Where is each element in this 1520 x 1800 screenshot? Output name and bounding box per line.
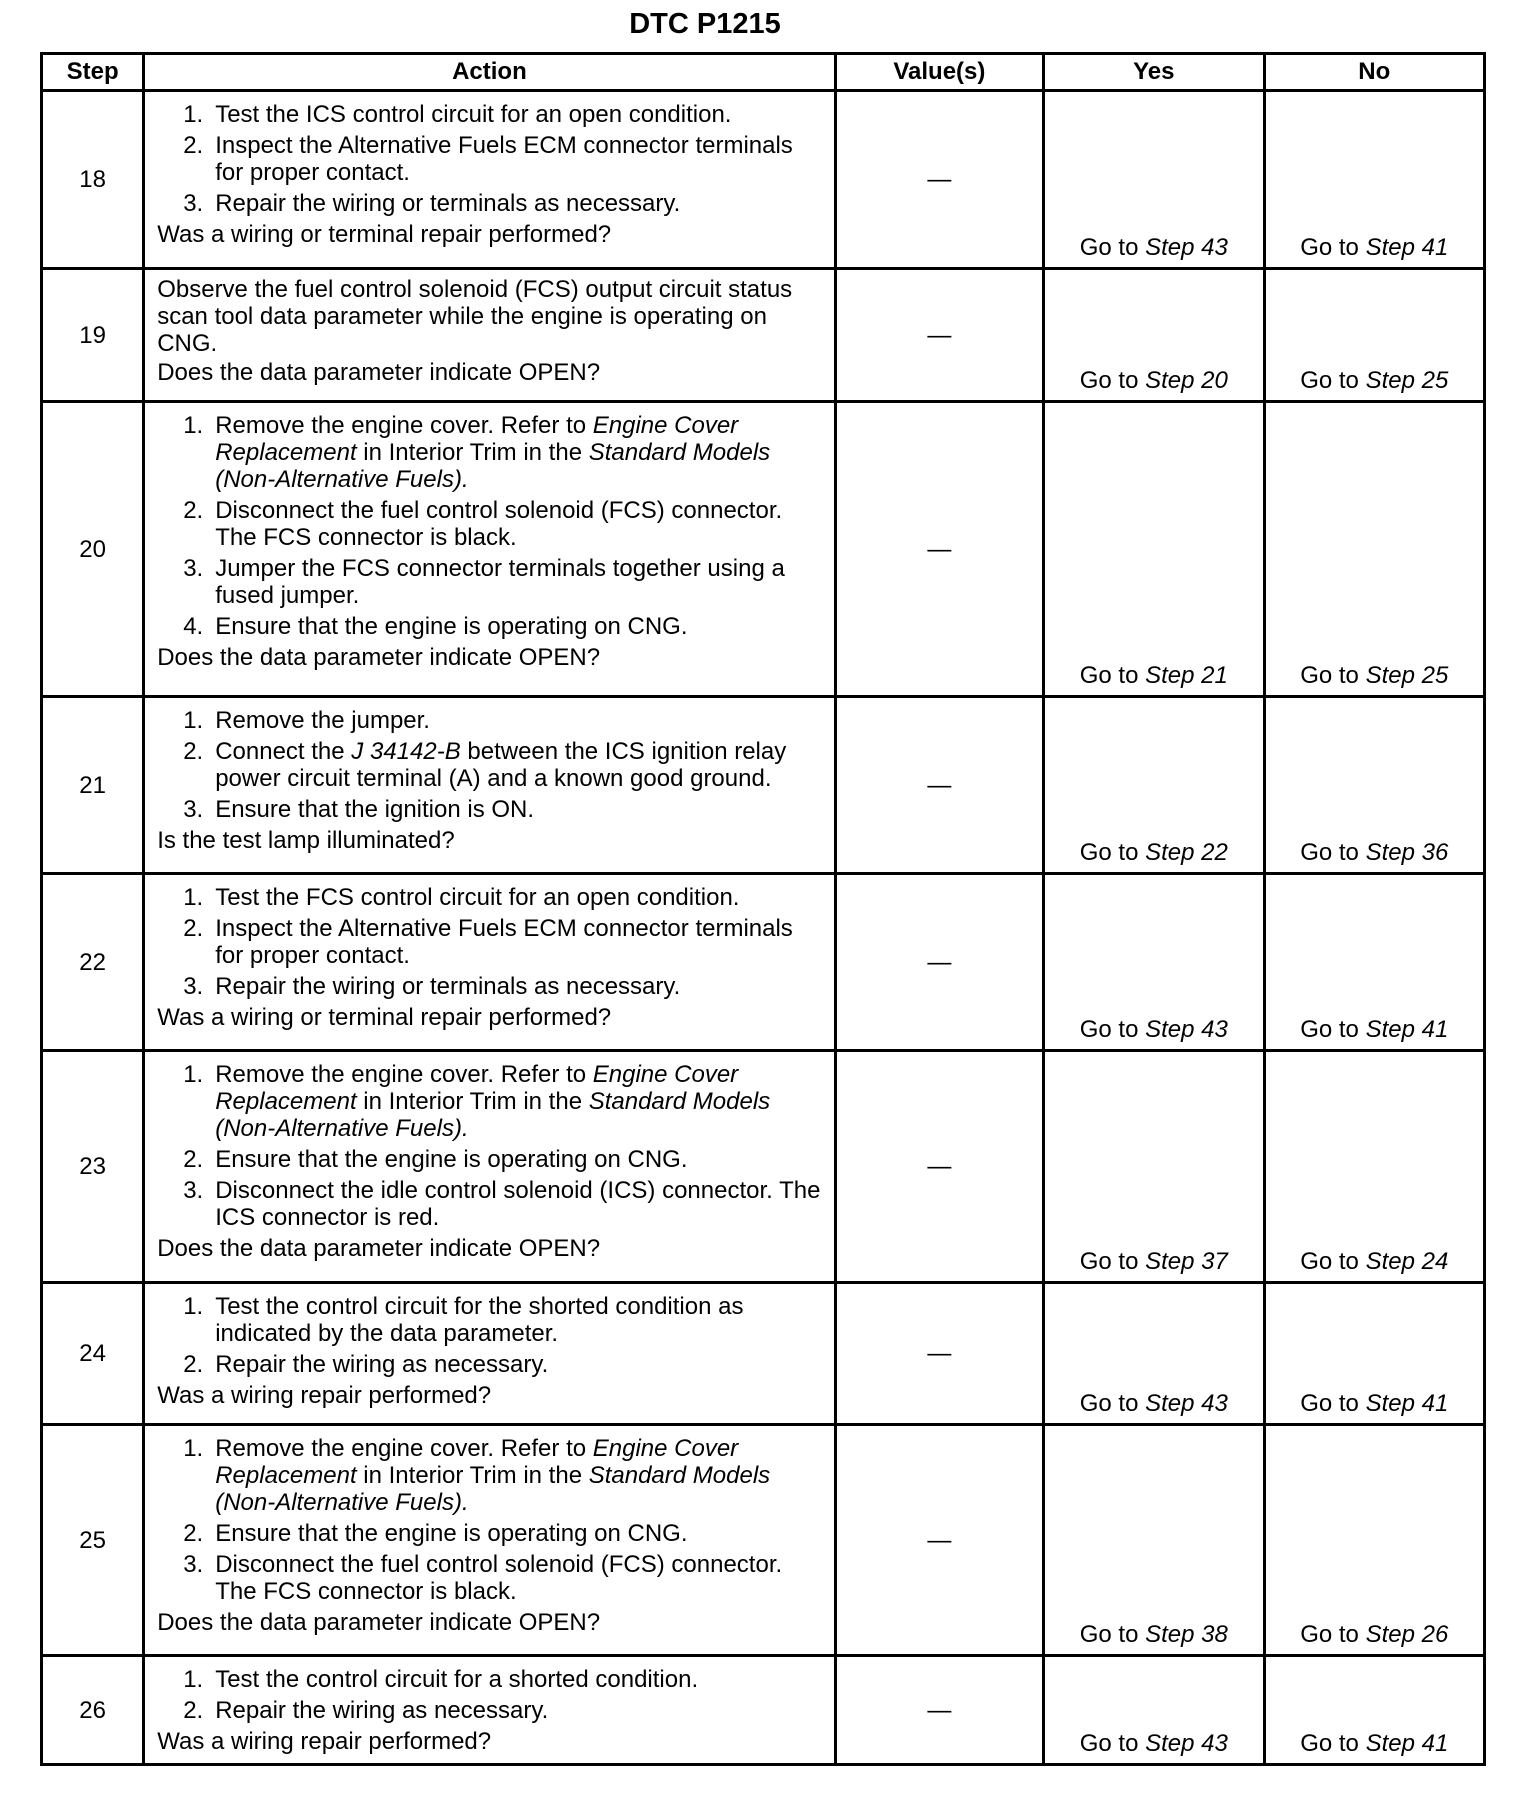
action-item: [157, 1697, 823, 1724]
item-text-part: Disconnect the fuel control solenoid (FCS) connector. The FCS connector is black.: [215, 497, 783, 551]
yes-cell: [1044, 402, 1264, 697]
item-text-part: Repair the wiring or terminals as necessary.: [215, 973, 681, 1000]
action-question: Was a wiring repair performed?: [157, 1728, 492, 1755]
action-question: Is the test lamp illuminated?: [157, 827, 455, 854]
item-text-part: between the ICS ignition relay power circuit terminal (A) and a known good ground.: [215, 738, 787, 792]
no-step-link[interactable]: Step 25: [1365, 367, 1449, 394]
item-number: 1.: [183, 101, 204, 128]
item-number: 2.: [183, 132, 204, 159]
no-step-link[interactable]: Step 41: [1365, 1390, 1449, 1417]
item-number: 3.: [183, 1551, 204, 1578]
item-text-part: Connect the: [215, 738, 352, 765]
header-no: No: [1264, 54, 1484, 91]
action-cell: [144, 697, 835, 874]
action-question: Does the data parameter indicate OPEN?: [157, 1609, 601, 1636]
item-text: [215, 1177, 823, 1231]
step-number: 23: [42, 1051, 144, 1283]
item-text: [215, 1351, 823, 1378]
table-header-row: [42, 54, 1485, 91]
yes-step-link[interactable]: Step 37: [1145, 1248, 1228, 1275]
item-text: [215, 1146, 823, 1173]
action-item: [157, 412, 823, 493]
item-text: [215, 1666, 823, 1693]
action-question: Was a wiring or terminal repair performed?: [157, 221, 612, 248]
item-text: [215, 1697, 823, 1724]
item-text: [215, 915, 823, 969]
action-cell: [144, 1051, 835, 1283]
item-text-part: Ensure that the engine is operating on CNG.: [215, 1520, 688, 1547]
item-text: [215, 1061, 823, 1142]
value-cell: —: [835, 697, 1043, 874]
goto-label: Go to: [1079, 1390, 1139, 1417]
item-text-italic: Engine Cover Replacement: [215, 412, 739, 466]
item-text-part: Disconnect the fuel control solenoid (FCS) connector. The FCS connector is black.: [215, 1551, 783, 1605]
goto-label: Go to: [1300, 1621, 1359, 1648]
item-number: 2.: [183, 738, 204, 765]
yes-cell: [1044, 269, 1264, 402]
action-cell: [144, 1656, 835, 1765]
item-text-part: Inspect the Alternative Fuels ECM connector terminals for proper contact.: [215, 915, 793, 969]
item-text-part: in Interior Trim in the: [356, 439, 589, 466]
action-item: [157, 738, 823, 792]
table-row: [42, 697, 1485, 874]
no-step-link[interactable]: Step 41: [1365, 1016, 1449, 1043]
item-text-italic: Standard Models (Non-Alternative Fuels).: [215, 439, 771, 493]
item-number: 1.: [183, 1293, 204, 1320]
item-text-part: Repair the wiring as necessary.: [215, 1697, 549, 1724]
item-text: [215, 796, 823, 823]
table-row: [42, 874, 1485, 1051]
item-text: [215, 132, 823, 186]
item-text: [215, 497, 823, 551]
item-number: 3.: [183, 796, 204, 823]
yes-step-link[interactable]: Step 43: [1145, 234, 1228, 261]
no-step-link[interactable]: Step 26: [1365, 1621, 1449, 1648]
table-row: [42, 269, 1485, 402]
value-cell: —: [835, 1425, 1043, 1656]
step-number: 18: [42, 91, 144, 269]
item-text: [215, 613, 823, 640]
goto-label: Go to: [1300, 234, 1359, 261]
yes-cell: [1044, 874, 1264, 1051]
header-step: Step: [42, 54, 144, 91]
no-cell: [1264, 402, 1484, 697]
action-item: [157, 613, 823, 640]
value-cell: —: [835, 269, 1043, 402]
action-item: [157, 1520, 823, 1547]
action-item: [157, 132, 823, 186]
item-text-part: Ensure that the engine is operating on CNG.: [215, 1146, 688, 1173]
no-cell: [1264, 874, 1484, 1051]
no-step-link[interactable]: Step 41: [1365, 1730, 1449, 1757]
yes-cell: [1044, 91, 1264, 269]
action-item: [157, 190, 823, 217]
yes-cell: [1044, 697, 1264, 874]
table-row: [42, 1051, 1485, 1283]
item-text-part: Repair the wiring as necessary.: [215, 1351, 549, 1378]
item-text-part: Remove the engine cover. Refer to: [215, 1435, 593, 1462]
value-cell: —: [835, 874, 1043, 1051]
yes-step-link[interactable]: Step 20: [1145, 367, 1228, 394]
item-text: [215, 884, 823, 911]
item-text-italic: Standard Models (Non-Alternative Fuels).: [215, 1462, 771, 1516]
item-text-part: Test the FCS control circuit for an open condition.: [215, 884, 740, 911]
item-number: 2.: [183, 497, 204, 524]
action-question: Was a wiring repair performed?: [157, 1382, 492, 1409]
action-item: [157, 1061, 823, 1142]
step-number: 19: [42, 269, 144, 402]
action-cell: [144, 91, 835, 269]
item-number: 1.: [183, 884, 204, 911]
table-row: [42, 1425, 1485, 1656]
action-cell: [144, 269, 835, 402]
table-row: [42, 1283, 1485, 1425]
action-item: [157, 1435, 823, 1516]
no-step-link[interactable]: Step 41: [1365, 234, 1449, 261]
item-number: 2.: [183, 1146, 204, 1173]
action-question: Was a wiring or terminal repair performed?: [157, 1004, 612, 1031]
table-row: [42, 1656, 1485, 1765]
no-cell: [1264, 1051, 1484, 1283]
action-item: [157, 707, 823, 734]
item-text-part: Test the ICS control circuit for an open condition.: [215, 101, 732, 128]
no-cell: [1264, 91, 1484, 269]
no-cell: [1264, 697, 1484, 874]
action-intro: Observe the fuel control solenoid (FCS) output circuit status scan tool data parameter while the engine is operating on CNG.: [157, 276, 793, 357]
yes-step-link[interactable]: Step 22: [1145, 839, 1228, 866]
yes-cell: [1044, 1283, 1264, 1425]
item-text-part: in Interior Trim in the: [356, 1462, 589, 1489]
item-text: [215, 1520, 823, 1547]
item-text: [215, 738, 823, 792]
item-text: [215, 190, 823, 217]
goto-label: Go to: [1079, 234, 1139, 261]
action-item: [157, 1146, 823, 1173]
goto-label: Go to: [1300, 839, 1359, 866]
item-text-italic: Engine Cover Replacement: [215, 1061, 739, 1115]
item-number: 2.: [183, 915, 204, 942]
action-item: [157, 884, 823, 911]
goto-label: Go to: [1079, 1730, 1139, 1757]
item-text: [215, 1293, 823, 1347]
item-text-part: Inspect the Alternative Fuels ECM connector terminals for proper contact.: [215, 132, 793, 186]
action-item: [157, 1293, 823, 1347]
item-text-part: Test the control circuit for a shorted condition.: [215, 1666, 699, 1693]
action-item: [157, 973, 823, 1000]
action-item: [157, 1551, 823, 1605]
no-step-link[interactable]: Step 36: [1365, 839, 1449, 866]
no-cell: [1264, 269, 1484, 402]
goto-label: Go to: [1079, 1621, 1139, 1648]
action-question: Does the data parameter indicate OPEN?: [157, 359, 601, 386]
yes-step-link[interactable]: Step 38: [1145, 1621, 1228, 1648]
action-item: [157, 1666, 823, 1693]
item-text-italic: Standard Models (Non-Alternative Fuels).: [215, 1088, 771, 1142]
item-number: 3.: [183, 1177, 204, 1204]
step-number: 26: [42, 1656, 144, 1765]
goto-label: Go to: [1300, 1730, 1359, 1757]
item-number: 1.: [183, 1061, 204, 1088]
item-text: [215, 1435, 823, 1516]
item-text-italic: Engine Cover Replacement: [215, 1435, 739, 1489]
goto-label: Go to: [1079, 662, 1139, 689]
no-cell: [1264, 1425, 1484, 1656]
goto-label: Go to: [1079, 839, 1139, 866]
page-title: DTC P1215: [629, 8, 781, 40]
action-cell: [144, 1425, 835, 1656]
value-cell: —: [835, 1051, 1043, 1283]
item-text-part: Remove the engine cover. Refer to: [215, 412, 593, 439]
goto-label: Go to: [1300, 662, 1359, 689]
item-text-part: Remove the jumper.: [215, 707, 430, 734]
yes-step-link[interactable]: Step 21: [1145, 662, 1228, 689]
item-number: 3.: [183, 190, 204, 217]
yes-step-link[interactable]: Step 43: [1145, 1730, 1228, 1757]
step-number: 21: [42, 697, 144, 874]
item-text-part: Remove the engine cover. Refer to: [215, 1061, 593, 1088]
value-cell: —: [835, 1656, 1043, 1765]
item-text-part: Ensure that the ignition is ON.: [215, 796, 535, 823]
goto-label: Go to: [1300, 1248, 1359, 1275]
header-action: Action: [144, 54, 835, 91]
item-text: [215, 412, 823, 493]
yes-step-link[interactable]: Step 43: [1145, 1390, 1228, 1417]
item-text-part: Repair the wiring or terminals as necessary.: [215, 190, 681, 217]
value-cell: —: [835, 402, 1043, 697]
header-yes: Yes: [1044, 54, 1264, 91]
step-number: 25: [42, 1425, 144, 1656]
item-number: 4.: [183, 613, 204, 640]
item-number: 2.: [183, 1520, 204, 1547]
no-step-link[interactable]: Step 25: [1365, 662, 1449, 689]
goto-label: Go to: [1079, 1248, 1139, 1275]
action-cell: [144, 402, 835, 697]
item-text: [215, 101, 823, 128]
no-cell: [1264, 1283, 1484, 1425]
item-number: 2.: [183, 1697, 204, 1724]
item-text: [215, 707, 823, 734]
item-number: 1.: [183, 1435, 204, 1462]
goto-label: Go to: [1300, 367, 1359, 394]
no-step-link[interactable]: Step 24: [1365, 1248, 1449, 1275]
step-number: 22: [42, 874, 144, 1051]
no-cell: [1264, 1656, 1484, 1765]
action-question: Does the data parameter indicate OPEN?: [157, 644, 601, 671]
item-number: 2.: [183, 1351, 204, 1378]
value-cell: —: [835, 1283, 1043, 1425]
table-row: [42, 91, 1485, 269]
action-cell: [144, 874, 835, 1051]
item-text-italic: J 34142-B: [351, 738, 461, 765]
item-number: 3.: [183, 555, 204, 582]
goto-label: Go to: [1300, 1016, 1359, 1043]
item-text-part: Jumper the FCS connector terminals together using a fused jumper.: [215, 555, 785, 609]
item-text: [215, 555, 823, 609]
diagnostic-table: [40, 52, 1486, 1766]
action-item: [157, 497, 823, 551]
goto-label: Go to: [1079, 367, 1139, 394]
value-cell: —: [835, 91, 1043, 269]
item-text-part: Test the control circuit for the shorted condition as indicated by the data parameter.: [215, 1293, 744, 1347]
item-text-part: Disconnect the idle control solenoid (ICS) connector. The ICS connector is red.: [215, 1177, 821, 1231]
item-number: 3.: [183, 973, 204, 1000]
yes-cell: [1044, 1051, 1264, 1283]
item-number: 1.: [183, 1666, 204, 1693]
action-item: [157, 796, 823, 823]
goto-label: Go to: [1079, 1016, 1139, 1043]
yes-step-link[interactable]: Step 43: [1145, 1016, 1228, 1043]
step-number: 24: [42, 1283, 144, 1425]
item-number: 1.: [183, 412, 204, 439]
item-text: [215, 1551, 823, 1605]
action-item: [157, 101, 823, 128]
item-number: 1.: [183, 707, 204, 734]
action-item: [157, 1177, 823, 1231]
action-item: [157, 555, 823, 609]
goto-label: Go to: [1300, 1390, 1359, 1417]
item-text-part: in Interior Trim in the: [356, 1088, 589, 1115]
yes-cell: [1044, 1425, 1264, 1656]
table-row: [42, 402, 1485, 697]
item-text-part: Ensure that the engine is operating on CNG.: [215, 613, 688, 640]
yes-cell: [1044, 1656, 1264, 1765]
action-question: Does the data parameter indicate OPEN?: [157, 1235, 601, 1262]
step-number: 20: [42, 402, 144, 697]
action-cell: [144, 1283, 835, 1425]
item-text: [215, 973, 823, 1000]
action-item: [157, 1351, 823, 1378]
action-item: [157, 915, 823, 969]
header-values: Value(s): [835, 54, 1043, 91]
